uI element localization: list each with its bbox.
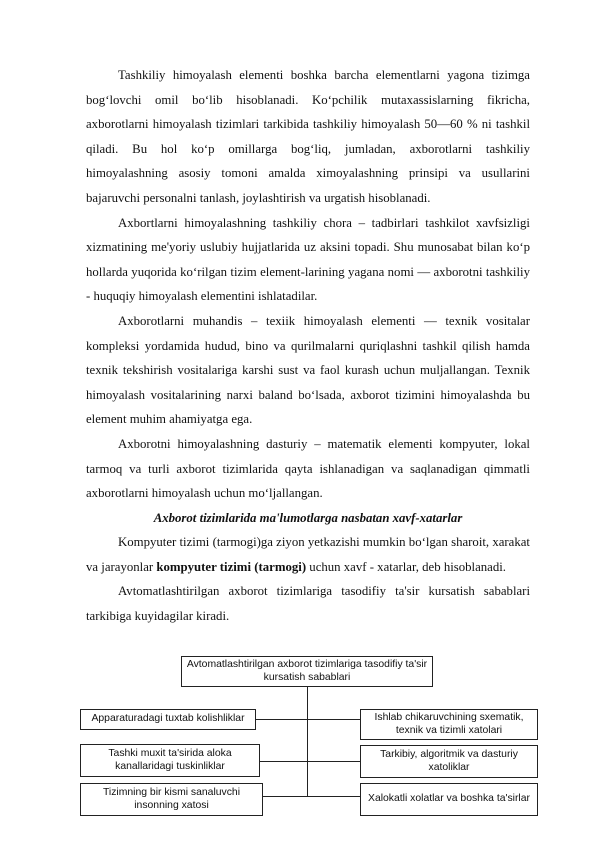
diagram-right-box-3: Xalokatli xolatlar va boshka ta'sirlar: [360, 783, 538, 816]
connector-row-3: [263, 796, 360, 797]
connector-trunk: [307, 687, 308, 797]
paragraph-5-end: uchun xavf - xatarlar, deb hisoblanadi.: [306, 559, 507, 574]
paragraph-3: Axborotlarni muhandis – texiik himoyalash elementi — texnik vositalar kompleksi yordamida hudud, bino va qurilmalarni quriqlashni tashkil qilish hamda texnik tekshirish vositalariga karshi sust va faol kurash uchun muljallangan. Texnik himoyalash vositalarining narxi baland bo‘lsada, axborot tizimini himoyalashda bu element muhim ahamiyatga ega.: [86, 313, 530, 427]
paragraph-6: Avtomatlashtirilgan axborot tizimlariga tasodifiy ta'sir kursatish sabablari tarkibiga kuyidagilar kiradi.: [86, 584, 530, 624]
paragraph-5-bold: kompyuter tizimi (tarmogi): [156, 559, 307, 574]
diagram-right-box-2: Tarkibiy, algoritmik va dasturiy xatoliklar: [360, 745, 538, 778]
paragraph-5-start: Kompyuter tizimi (tarmogi)ga ziyon yetkazishi mumkin bo‘lgan sharoit, xarakat va jarayonlar: [86, 535, 530, 574]
paragraph-2: Axbortlarni himoyalashning tashkiliy chora – tadbirlari tashkilot xavfsizligi xizmatining me'yoriy uslubiy hujjatlarida uz aksini topadi. Shu munosabat bilan ko‘p hollarda yuqorida ko‘rilgan tizim element-larining yagana nomi — axborotni tashkiliy - huquqiy himoyalash elementini ishlatadilar.: [86, 215, 530, 304]
diagram-left-box-3: Tizimning bir kismi sanaluvchi insonning xatosi: [80, 783, 263, 816]
connector-row-2: [260, 761, 360, 762]
section-heading: Axborot tizimlarida ma'lumotlarga nasbatan xavf-xatarlar: [153, 510, 463, 525]
diagram-left-box-2: Tashki muxit ta'sirida aloka kanallaridagi tuskinliklar: [80, 744, 260, 777]
paragraph-4: Axborotni himoyalashning dasturiy – matematik elementi kompyuter, lokal tarmoq va turli axborot tizimlarida qayta ishlanadigan va saqlanadigan qimmatli axborotlarni himoyalash uchun mo‘ljallangan.: [86, 436, 530, 501]
diagram-root-box: Avtomatlashtirilgan axborot tizimlariga tasodifiy ta'sir kursatish sabablari: [181, 656, 433, 687]
paragraph-1: Tashkiliy himoyalash elementi boshka barcha elementlarni yagona tizimga bog‘lovchi omil bo‘lib hisoblanadi. Ko‘pchilik mutaxassislarning fikricha, axborotlarni himoyalash tizimlari tarkibida tashkiliy himoyalash 50—60 % ni tashkil qiladi. Bu hol ko‘p omillarga bog‘liq, jumladan, axborotlarni tashkiliy himoyalashning asosiy tomoni amalda ximoyalashning prinsipi va usullarini bajaruvchi personalni tanlash, joylashtirish va urgatish hisoblanadi.: [86, 68, 530, 205]
diagram-left-box-1: Apparaturadagi tuxtab kolishliklar: [80, 709, 256, 730]
connector-row-1: [256, 719, 360, 720]
diagram-right-box-1: Ishlab chikaruvchining sxematik, texnik va tizimli xatolari: [360, 709, 538, 740]
